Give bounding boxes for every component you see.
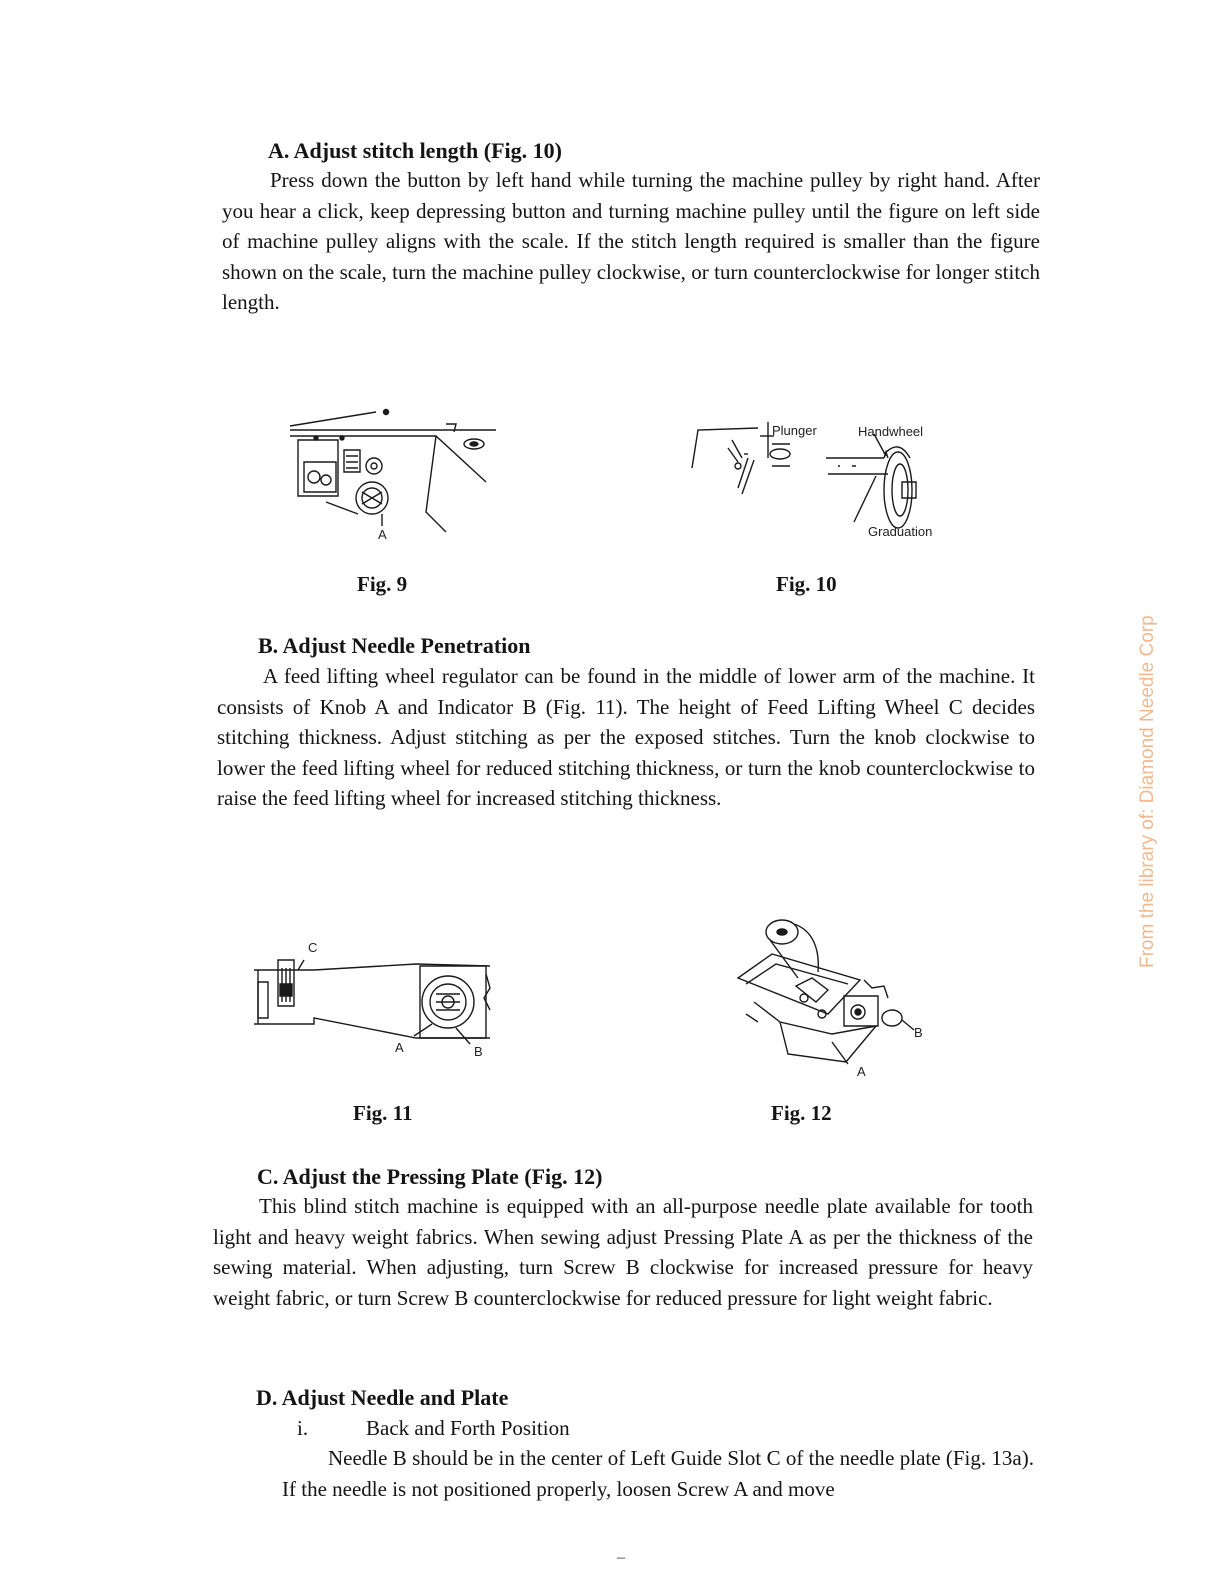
page-footer-mark: –: [617, 1549, 625, 1566]
library-watermark: From the library of: Diamond Needle Corp: [1137, 615, 1158, 968]
fig12-caption: Fig. 12: [771, 1101, 832, 1125]
fig11-illustration: [252, 938, 492, 1062]
section-a-heading: A. Adjust stitch length (Fig. 10): [268, 138, 562, 163]
fig11-caption: Fig. 11: [353, 1101, 413, 1125]
fig9-caption: Fig. 9: [357, 572, 408, 596]
fig10-label-handwheel: Handwheel: [858, 424, 924, 439]
section-b-heading: B. Adjust Needle Penetration: [258, 633, 531, 658]
fig10-label-graduation: Graduation: [868, 524, 933, 539]
subsection-i-number: i.: [297, 1416, 309, 1440]
fig10-illustration: [688, 418, 948, 543]
section-b-body: A feed lifting wheel regulator can be found in the middle of lower arm of the machine. It consists of Knob A and Indicator B (Fig. 11). The height of Feed Lifting Wheel C decides stitching thickness. Adjust stitching as per the exposed stitches. Turn the knob clockwise to lower the feed lifting wheel for reduced stitching thickness, or turn the knob counterclockwise to raise the feed lifting wheel for increased stitching thickness.: [217, 664, 1035, 811]
fig11-label-a: A: [395, 1040, 404, 1055]
fig12-illustration: [736, 914, 936, 1082]
fig11-label-b: B: [474, 1044, 483, 1059]
section-a-body: Press down the button by left hand while turning the machine pulley by right hand. After you hear a click, keep depressing button and turning machine pulley until the figure on left side of machine pulley aligns with the scale. If the stitch length required is smaller than the figure shown on the scale, turn the machine pulley clockwise, or turn counterclockwise for longer stitch length.: [222, 168, 1040, 315]
subsection-i-title: Back and Forth Position: [366, 1416, 570, 1440]
fig10-caption: Fig. 10: [776, 572, 837, 596]
section-c-body: This blind stitch machine is equipped with an all-purpose needle plate available for tooth light and heavy weight fabrics. When sewing adjust Pressing Plate A as per the thickness of the sewing material. When adjusting, turn Screw B clockwise for increased pressure for heavy weight fabric, or turn Screw B counterclockwise for reduced pressure for light weight fabric.: [213, 1194, 1033, 1310]
fig9-illustration: [286, 402, 506, 542]
fig12-label-a: A: [857, 1064, 866, 1079]
fig9-label-a: A: [378, 527, 387, 542]
section-c-heading: C. Adjust the Pressing Plate (Fig. 12): [257, 1164, 603, 1189]
subsection-i: [297, 1415, 617, 1441]
fig12-label-b: B: [914, 1025, 923, 1040]
section-d-heading: D. Adjust Needle and Plate: [256, 1385, 509, 1410]
fig11-label-c: C: [308, 940, 318, 955]
section-d-body: Needle B should be in the center of Left Guide Slot C of the needle plate (Fig. 13a). If the needle is not positioned properly, loosen Screw A and move: [282, 1446, 1034, 1501]
fig10-label-plunger: Plunger: [772, 423, 817, 438]
